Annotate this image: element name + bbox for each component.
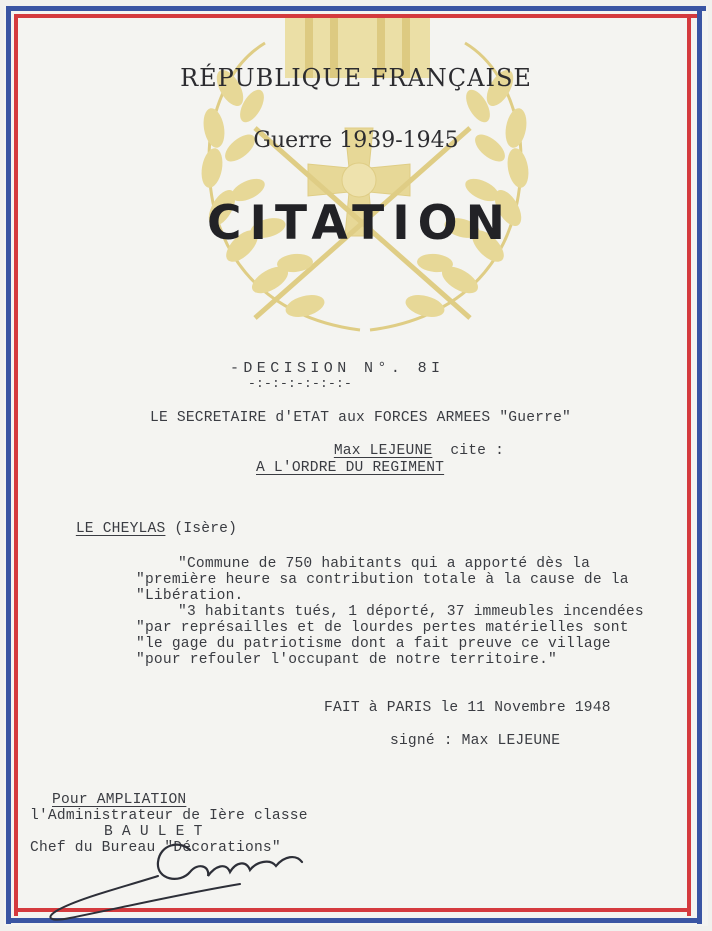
administrator-name: B A U L E T [104,824,203,840]
citation-line-5: "par représailles et de lourdes pertes matérielles sont [136,620,629,636]
border-red-right [687,14,691,916]
handwritten-signature [40,832,320,922]
recipient-region: (Isère) [174,521,238,537]
issuer-line: LE SECRETAIRE d'ETAT aux FORCES ARMEES "Guerre" [150,410,572,426]
citation-line-1: "Commune de 750 habitants qui a apporté dès la [178,556,591,572]
citation-line-4: "3 habitants tués, 1 déporté, 37 immeubles incendées [178,604,644,620]
ampliation: Pour AMPLIATION [52,792,187,808]
decision-ornament: -:-:-:-:-:-:- [248,376,353,391]
border-blue-left [6,6,11,924]
border-red-left [14,14,18,916]
bureau-chief: Chef du Bureau "Décorations" [30,840,281,856]
recipient-name: LE CHEYLAS [75,521,166,537]
citation-line-6: "le gage du patriotisme dont a fait preuve ce village [136,636,611,652]
page-title: CITATION [207,196,513,251]
citation-line-7: "pour refouler l'occupant de notre territoire." [136,652,558,668]
border-blue-top [6,6,706,11]
decision-number: -DECISION N°. 8I [230,360,445,377]
citation-line-2: "première heure sa contribution totale à la cause de la [136,572,629,588]
republic-heading: RÉPUBLIQUE FRANÇAISE [180,64,532,92]
war-heading: Guerre 1939-1945 [253,128,459,153]
issuer-cite: cite : [450,443,505,459]
border-blue-right [697,6,702,924]
order-line: A L'ORDRE DU REGIMENT [256,460,445,476]
place-date: FAIT à PARIS le 11 Novembre 1948 [324,700,611,716]
citation-line-3: "Libération. [136,588,244,604]
administrator: l'Administrateur de Ière classe [30,808,308,824]
recipient [40,505,237,553]
signed-by: signé : Max LEJEUNE [390,733,561,749]
issuer-name-text: Max LEJEUNE [333,443,433,459]
